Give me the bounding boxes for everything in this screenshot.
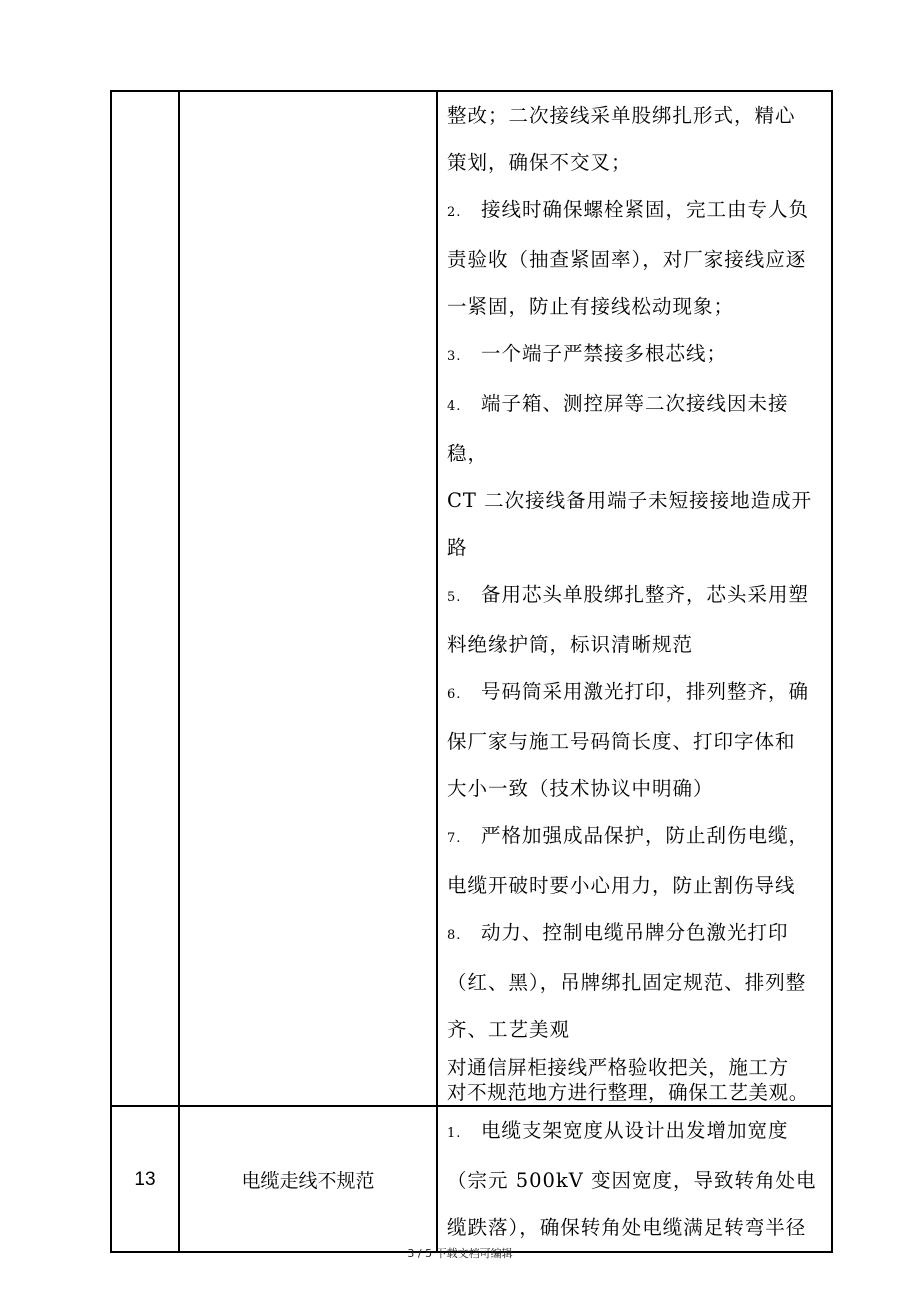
measures-list [438,1107,831,1251]
closing-line: 对通信屏柜接线严格验收把关，施工方 [447,1056,789,1079]
measure-line: （宗元 500kV 变因宽度，导致转角处电 [447,1169,817,1192]
measure-line: （红、黑），吊牌绑扎固定规范、排列整 [447,971,807,994]
issue-cell [179,91,437,1106]
measure-line: 保厂家与施工号码筒长度、打印字体和 [447,730,796,753]
measure-line: 大小一致（技术协议中明确） [447,777,714,800]
measure-line: 2. 接线时确保螺栓紧固，完工由专人负 [447,198,810,221]
measure-line: 责验收（抽查紧固率），对厂家接线应逐 [447,248,807,271]
measure-line: 4. 端子箱、测控屏等二次接线因未接稳， [447,392,789,465]
index-cell [111,91,179,1106]
page-footer: 3 / 5 下载文档可编辑 [407,1247,513,1260]
measure-line: 3. 一个端子严禁接多根芯线； [447,342,728,365]
index-cell: 13 [111,1106,179,1252]
measure-line: 一紧固，防止有接线松动现象； [447,295,735,318]
measure-line: 路 [447,536,468,559]
measure-line: 缆跌落），确保转角处电缆满足转弯半径 [447,1216,807,1239]
measure-line: 7. 严格加强成品保护，防止刮伤电缆， [447,824,810,847]
table-row [111,91,832,1106]
measure-line: 策划，确保不交叉； [447,151,632,174]
measure-line: 5. 备用芯头单股绑扎整齐，芯头采用塑 [447,583,810,606]
measures-cell [437,1106,832,1252]
measures-table [110,90,833,1253]
measure-line: CT 二次接线备用端子未短接接地造成开 [447,489,813,512]
measure-line: 齐、工艺美观 [447,1018,571,1041]
measures-list [438,92,831,1105]
table-row [111,1106,832,1252]
measure-line: 电缆开破时要小心用力，防止割伤导线 [447,874,796,897]
measure-line: 8. 动力、控制电缆吊牌分色激光打印 [447,921,789,944]
issue-cell: 电缆走线不规范 [179,1106,437,1252]
closing-line: 对不规范地方进行整理，确保工艺美观。 [447,1081,809,1104]
measures-cell [437,91,832,1106]
measure-line: 料绝缘护筒，标识清晰规范 [447,633,694,656]
measure-line: 6. 号码筒采用激光打印，排列整齐，确 [447,680,810,703]
measure-line: 整改；二次接线采单股绑扎形式，精心 [447,104,796,127]
measure-line: 1. 电缆支架宽度从设计出发增加宽度 [447,1119,789,1142]
